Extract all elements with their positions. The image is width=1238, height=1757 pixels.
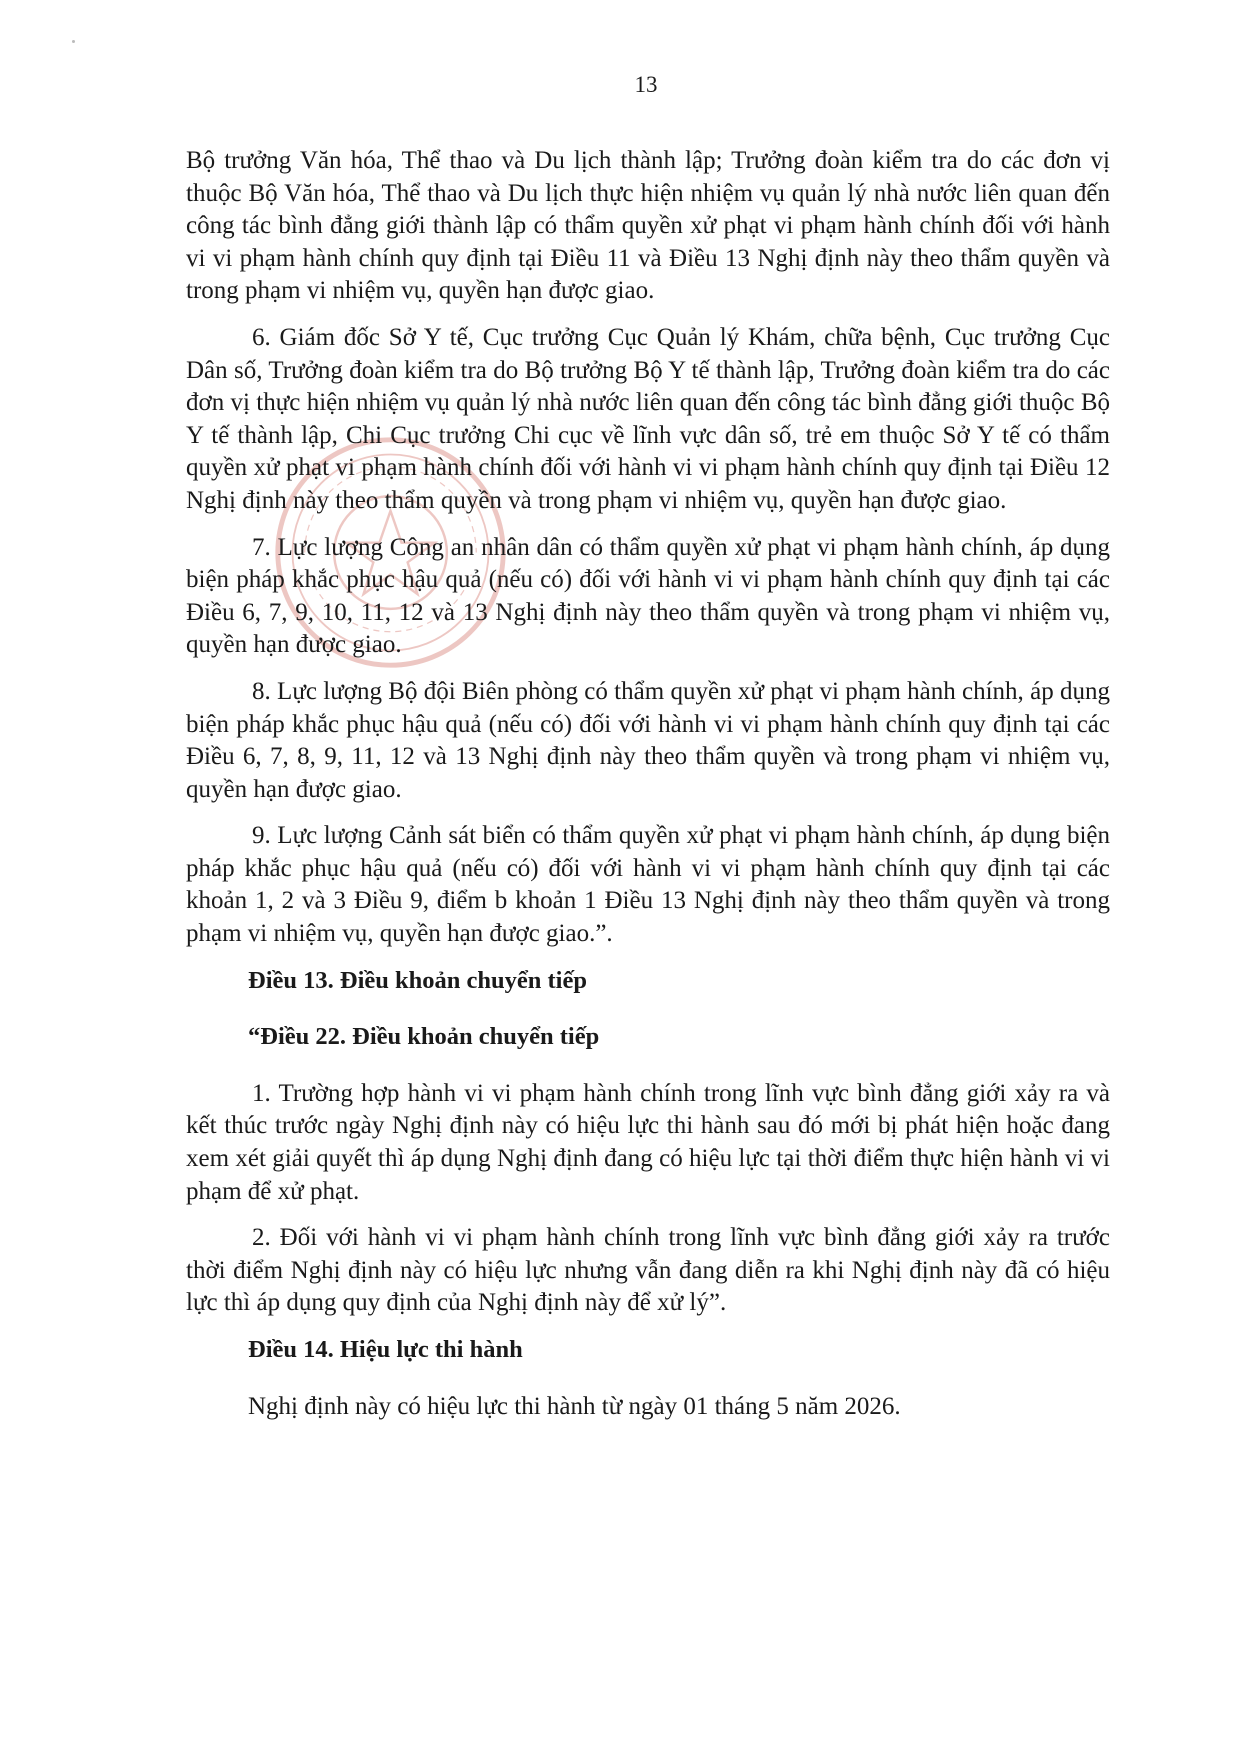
paragraph-transition-2: 2. Đối với hành vi vi phạm hành chính trong lĩnh vực bình đẳng giới xảy ra trước thời điểm Nghị định này có hiệu lực nhưng vẫn đang diễn ra khi Nghị định này đã có hiệu lực thì áp dụng quy định của Nghị định này để xử lý”. <box>186 1224 1110 1317</box>
paragraph-clause-8: 8. Lực lượng Bộ đội Biên phòng có thẩm quyền xử phạt vi phạm hành chính, áp dụng biện pháp khắc phục hậu quả (nếu có) đối với hành vi vi phạm hành chính quy định tại các Điều 6, 7, 8, 9, 11, 12 và 13 Nghị định này theo thẩm quyền và trong phạm vi nhiệm vụ, quyền hạn được giao. <box>186 677 1110 803</box>
paragraph-clause-7: 7. Lực lượng Công an nhân dân có thẩm quyền xử phạt vi phạm hành chính, áp dụng biện pháp khắc phục hậu quả (nếu có) đối với hành vi vi phạm hành chính quy định tại các Điều 6, 7, 9, 10, 11, 12 và 13 Nghị định này theo thẩm quyền và trong phạm vi nhiệm vụ, quyền hạn được giao. <box>186 533 1110 659</box>
paragraph-transition-1: 1. Trường hợp hành vi vi phạm hành chính trong lĩnh vực bình đẳng giới xảy ra và kết thúc trước ngày Nghị định này có hiệu lực thi hành sau đó mới bị phát hiện hoặc đang xem xét giải quyết thì áp dụng Nghị định đang có hiệu lực tại thời điểm thực hiện hành vi vi phạm để xử phạt. <box>186 1079 1110 1205</box>
paragraph-continuation: Bộ trưởng Văn hóa, Thể thao và Du lịch thành lập; Trưởng đoàn kiểm tra do các đơn vị thuộc Bộ Văn hóa, Thể thao và Du lịch thực hiện nhiệm vụ quản lý nhà nước liên quan đến công tác bình đẳng giới thành lập có thẩm quyền xử phạt vi phạm hành chính đối với hành vi vi phạm hành chính quy định tại Điều 11 và Điều 13 Nghị định này theo thẩm quyền và trong phạm vi nhiệm vụ, quyền hạn được giao. <box>186 147 1110 305</box>
scan-speck <box>72 40 75 43</box>
paragraph-clause-9: 9. Lực lượng Cảnh sát biển có thẩm quyền xử phạt vi phạm hành chính, áp dụng biện pháp khắc phục hậu quả (nếu có) đối với hành vi vi phạm hành chính quy định tại các khoản 1, 2 và 3 Điều 9, điểm b khoản 1 Điều 13 Nghị định này theo thẩm quyền và trong phạm vi nhiệm vụ, quyền hạn được giao.”. <box>186 822 1110 948</box>
heading-article-14: Điều 14. Hiệu lực thi hành <box>248 1336 523 1363</box>
heading-article-13: Điều 13. Điều khoản chuyển tiếp <box>248 966 587 994</box>
paragraph-clause-6: 6. Giám đốc Sở Y tế, Cục trưởng Cục Quản lý Khám, chữa bệnh, Cục trưởng Cục Dân số, Trưởng đoàn kiểm tra do Bộ trưởng Bộ Y tế thành lập, Trưởng đoàn kiểm tra do các đơn vị thực hiện nhiệm vụ quản lý nhà nước liên quan đến công tác bình đẳng giới thuộc Bộ Y tế thành lập, Chi Cục trưởng Chi cục về lĩnh vực dân số, trẻ em thuộc Sở Y tế có thẩm quyền xử phạt vi phạm hành chính đối với hành vi vi phạm hành chính quy định tại Điều 12 Nghị định này theo thẩm quyền và trong phạm vi nhiệm vụ, quyền hạn được giao. <box>186 323 1110 514</box>
document-body <box>186 145 1110 1437</box>
paragraph-effective-date: Nghị định này có hiệu lực thi hành từ ngày 01 tháng 5 năm 2026. <box>248 1392 901 1420</box>
heading-article-22: “Điều 22. Điều khoản chuyển tiếp <box>248 1023 600 1051</box>
page-number: 13 <box>634 72 658 97</box>
